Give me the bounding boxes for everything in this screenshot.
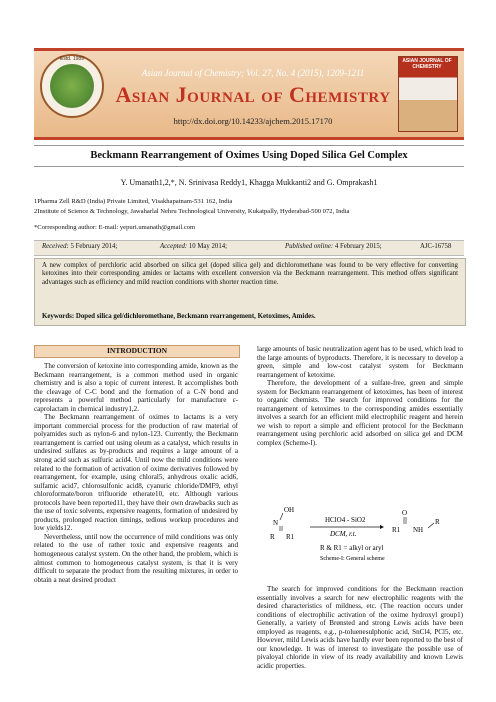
right-column-bottom: [257, 585, 463, 670]
scheme-conditions: DCM, r.t.: [330, 530, 357, 538]
scheme-diagram: [270, 503, 460, 565]
scheme-r-left: R: [270, 533, 275, 541]
scheme-r1-right: R1: [392, 526, 401, 534]
scheme-n: N: [273, 519, 279, 527]
scheme-reagent: HClO4 - SiO2: [325, 516, 366, 524]
scheme-r-right: R: [435, 518, 440, 526]
scheme-oh: OH: [284, 506, 295, 514]
scheme-r1-left: R1: [286, 533, 295, 541]
left-column: [34, 362, 238, 584]
scheme-legend: R & R1 = alkyl or aryl: [320, 544, 384, 552]
section-heading-introduction: INTRODUCTION: [106, 346, 167, 355]
scheme-caption: Scheme-I: General scheme: [320, 556, 385, 562]
abstract-text: A new complex of perchloric acid absorbed on silica gel (doped silica gel) and dichloromethane was found to be very effective for converting ketoxines into their corresponding amides or lactams with excellent conversion via the Beckmann rearrangement. This method offers significant advantages such as efficiency and mild reaction conditions with shorter reaction time.: [42, 262, 458, 286]
scheme-o: O: [402, 509, 408, 517]
right-column-top: [257, 345, 463, 448]
paragraph: large amounts of basic neutralization agent has to be used, which lead to the large amounts of byproducts. Therefore, it is necessary to develop a green, simple and low-cost catalyst system for Beckmann rearrangement of ketoxime.: [257, 345, 463, 379]
paragraph: Therefore, the development of a sulfate-free, green and simple system for Beckmann rearrangement of ketoximes, has been of interest to organic chemists. The search for improved conditions for the rearrangement of ketoximes to the corresponding amides essentially involves a search for an efficient mild electrophilic reagent and herein we wish to report a simple and efficient protocol for the Beckmann rearrangement using perchloric acid adsorbed on silica gel and DCM complex (Scheme-I).: [257, 379, 463, 448]
accepted-date: Accepted: 10 May 2014;: [160, 243, 228, 250]
paragraph: The search for improved conditions for the Beckmann reaction essentially involves a search for new electrophilic reagents with the desired characteristics of mildness, etc. (The reaction occurs under conditions of electrophilic activation of the oxime hydroxyl group1) Generally, a variety of Brønsted and strong Lewis acids have been employed as reagents, e.g., p-toluenesulphonic acid, SnCl4, PCl5, etc. However, mild Lewis acids have hardly ever been reported to the best of our knowledge. It was of interest to investigate the possible use of pivaloyal chloride in view of its ready availability and known Lewis acidic properties.: [257, 585, 463, 670]
journal-citation: Asian Journal of Chemistry; Vol. 27, No. 4 (2015), 1209-1211: [141, 68, 365, 78]
article-code: AJC-16758: [420, 243, 452, 250]
received-date: Received: 5 February 2014;: [42, 243, 118, 250]
author-list: Y. Umanath1,2,*, N. Srinivasa Reddy1, Khagga Mukkanti2 and G. Omprakash1: [120, 178, 378, 187]
paragraph: Nevertheless, until now the occurrence of mild conditions was only related to the use of rather toxic and expensive reagents and homogeneous catalyst system. On the other hand, the problem, which is almost common to homogeneous catalyst system, is that it is very difficult to separate the product from the resulting mixtures, in order to obtain a neat desired product: [34, 532, 238, 584]
article-title: Beckmann Rearrangement of Oximes Using Doped Silica Gel Complex: [90, 150, 408, 161]
paragraph: The conversion of ketoxine into corresponding amide, known as the Beckmann rearrangement, is a common method used in organic chemistry and is also a topic of current interest. It accomplishes both the cleavage of C-C bond and the formation of a C-N bond and represents a powerful method particularly for manufacture ε-caprolactam in chemical industry1,2.: [34, 362, 238, 413]
scheme-nh: NH: [413, 526, 424, 534]
title-rule: [34, 166, 464, 167]
corresponding-author: *Corresponding author: E-mail: yepuri.umanath@gmail.com: [34, 224, 196, 231]
logo-text: Estd. 1989: [60, 56, 84, 62]
logo-emblem: [50, 64, 94, 108]
paragraph: The Beckmann rearrangement of oximes to lactams is a very important commercial process for the production of raw material of polyamides such as nylon-6 and nylon-123. Currently, the Beckmann rearrangement is carried out using oleum as a catalyst, which results in undesired sulfates as by-products and requires a large amount of a strong acid such as sulfuric acid4. Until now the mild conditions were related to the formation of activation of oxime derivatives followed by rearrangement, for example, using chloral5, anhydrous oxalic acid6, sulfamic acid7, chlorosulfonic acid8, cyanuric chloride/DMF9, ethyl chloroformate/boron trifluoride etherate10, etc. Although various protocols have been reported11, they have their own drawbacks such as the use of toxic solvents, expensive reagents, formation of undesired by products, prolonged reaction timings, tedious workup procedures and low yields12.: [34, 413, 238, 533]
published-date: Published online: 4 February 2015;: [285, 243, 382, 250]
journal-name: Asian Journal of Chemistry: [115, 82, 391, 107]
cover-title: ASIAN JOURNAL OF CHEMISTRY: [402, 58, 452, 70]
affiliation-2: 2Institute of Science & Technology, Jawaharlal Nehru Technological University, Kukatpally, Hyderabad-500 072, India: [34, 208, 350, 215]
title-rule: [34, 145, 464, 146]
affiliation-1: 1Pharma Zell R&D (India) Private Limited, Visakhapatnam-531 162, India: [34, 198, 233, 205]
doi-link[interactable]: http://dx.doi.org/10.14233/ajchem.2015.17170: [173, 116, 333, 126]
keywords: Keywords: Doped silica gel/dichloromethane, Beckmann rearrangement, Ketoximes, Amides.: [42, 313, 316, 320]
